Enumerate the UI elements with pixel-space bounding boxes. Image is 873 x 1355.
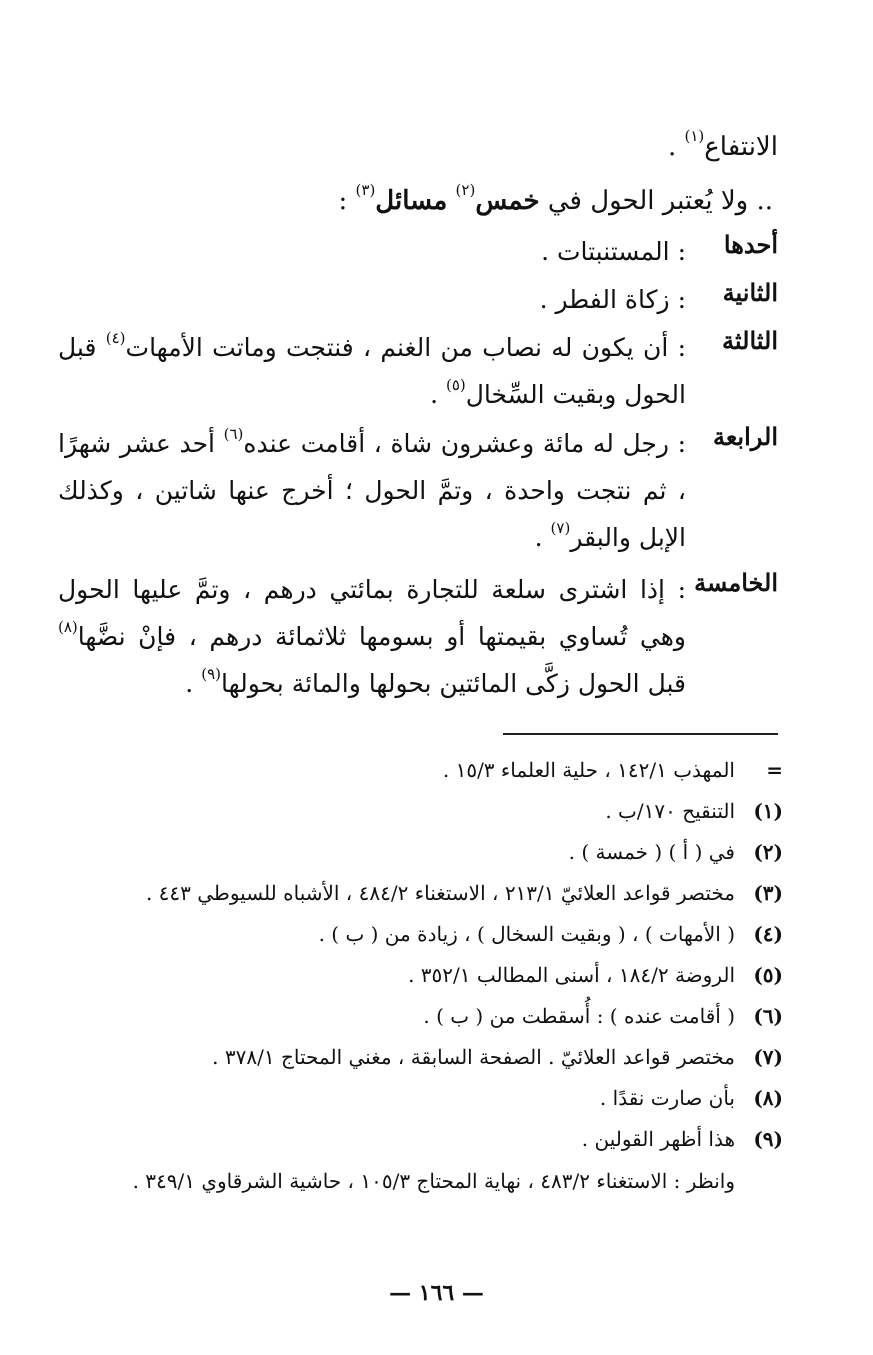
continuation-marker: =: [766, 758, 783, 782]
intro-colon: :: [338, 186, 348, 216]
footnote-ref: (٣): [355, 181, 376, 200]
item-text-part: .: [534, 523, 543, 552]
footnote-number: (٦): [753, 1004, 783, 1028]
item-text: [58, 420, 686, 561]
footnote-ref: (١): [684, 127, 705, 146]
footnote-number: (٥): [753, 963, 783, 987]
page-number: — ١٦٦ —: [389, 1280, 484, 1306]
bold-term: خمس: [475, 186, 540, 216]
footnote-ref: (٨): [58, 617, 78, 636]
item-text: : المستنبتات .: [541, 237, 686, 266]
footnote-ref: (٧): [550, 518, 571, 537]
footnote-ref: (٥): [445, 375, 466, 394]
list-item-1: [58, 228, 778, 268]
footnote-text: ( أقامت عنده ) : أُسقطت من ( ب ) .: [423, 1004, 735, 1028]
footnote-number: (١): [753, 799, 783, 823]
footnote-text: الروضة ١٨٤/٢ ، أسنى المطالب ٣٥٢/١ .: [408, 963, 735, 987]
bold-term: مسائل: [375, 186, 448, 216]
item-text-part: .: [185, 669, 194, 698]
item-text: [58, 324, 686, 418]
footnote-number: (٩): [753, 1127, 783, 1151]
intro-text: .. ولا يُعتبر الحول في: [547, 186, 773, 216]
footnote-text: هذا أظهر القولين .: [581, 1127, 735, 1151]
footnote-number: (٨): [753, 1086, 783, 1110]
item-text-part: : إذا اشترى سلعة للتجارة بمائتي درهم ، وتمَّ عليها الحول وهي تُساوي بقيمتها أو بسومها ثلاثمائة درهم ، فإنْ نضَّها: [58, 575, 686, 651]
item-text: [58, 566, 686, 707]
item-text-part: قبل الحول زكَّى المائتين بحولها والمائة بحولها: [220, 669, 686, 698]
footnote-9-continuation: وانظر : الاستغناء ٤٨٣/٢ ، نهاية المحتاج ١٠٥/٣ ، حاشية الشرقاوي ٣٤٩/١ .: [132, 1169, 735, 1193]
footnote-text: التنقيح ١٧٠/ب .: [605, 799, 735, 823]
list-item-4: [58, 420, 778, 564]
list-item-5: [58, 566, 778, 710]
item-text-part: أحد عشر شهرًا ، ثم نتجت واحدة ، وتمَّ الحول ؛ أخرج عنها شاتين ، وكذلك الإبل والبقر: [58, 429, 686, 552]
footnote-text: المهذب ١٤٢/١ ، حلية العلماء ١٥/٣ .: [442, 758, 735, 782]
item-label: الرابعة: [712, 422, 778, 451]
item-label: الثالثة: [722, 326, 778, 355]
footnote-separator: [503, 733, 778, 735]
item-text-part: : أن يكون له نصاب من الغنم ، فنتجت وماتت الأمهات: [125, 333, 686, 362]
item-text-part: : رجل له مائة وعشرون شاة ، أقامت عنده: [243, 429, 686, 458]
list-item-3: [58, 324, 778, 420]
list-item-2: [58, 276, 778, 316]
footnote-number: (٣): [753, 881, 783, 905]
footnote-ref: (٤): [105, 328, 126, 347]
footnote-text: ( الأمهات ) ، ( وبقيت السخال ) ، زيادة من ( ب ) .: [318, 922, 735, 946]
footnote-text: مختصر قواعد العلائيّ . الصفحة السابقة ، مغني المحتاج ٣٧٨/١ .: [212, 1045, 735, 1069]
footnote-text: بأن صارت نقدًا .: [599, 1086, 735, 1110]
item-text-part: قبل الحول وبقيت السِّخال: [58, 333, 686, 409]
footnote-text: في ( أ ) ( خمسة ) .: [568, 840, 735, 864]
footnote-text: مختصر قواعد العلائيّ ٢١٣/١ ، الاستغناء ٤٨٤/٢ ، الأشباه للسيوطي ٤٤٣ .: [145, 881, 735, 905]
intro-period: .: [667, 132, 677, 162]
footnote-ref: (٦): [223, 424, 244, 443]
intro-line-2: [338, 181, 773, 218]
footnote-number: (٤): [753, 922, 783, 946]
item-label: الخامسة: [694, 568, 778, 597]
intro-line-1: [667, 127, 778, 164]
footnote-number: (٢): [753, 840, 783, 864]
item-text: : زكاة الفطر .: [539, 285, 686, 314]
item-label: أحدها: [723, 230, 778, 259]
footnote-number: (٧): [753, 1045, 783, 1069]
intro-text: الانتفاع: [704, 132, 778, 162]
footnote-ref: (٩): [201, 664, 221, 683]
item-label: الثانية: [722, 278, 778, 307]
item-text-part: .: [430, 380, 439, 409]
footnote-ref: (٢): [455, 181, 476, 200]
